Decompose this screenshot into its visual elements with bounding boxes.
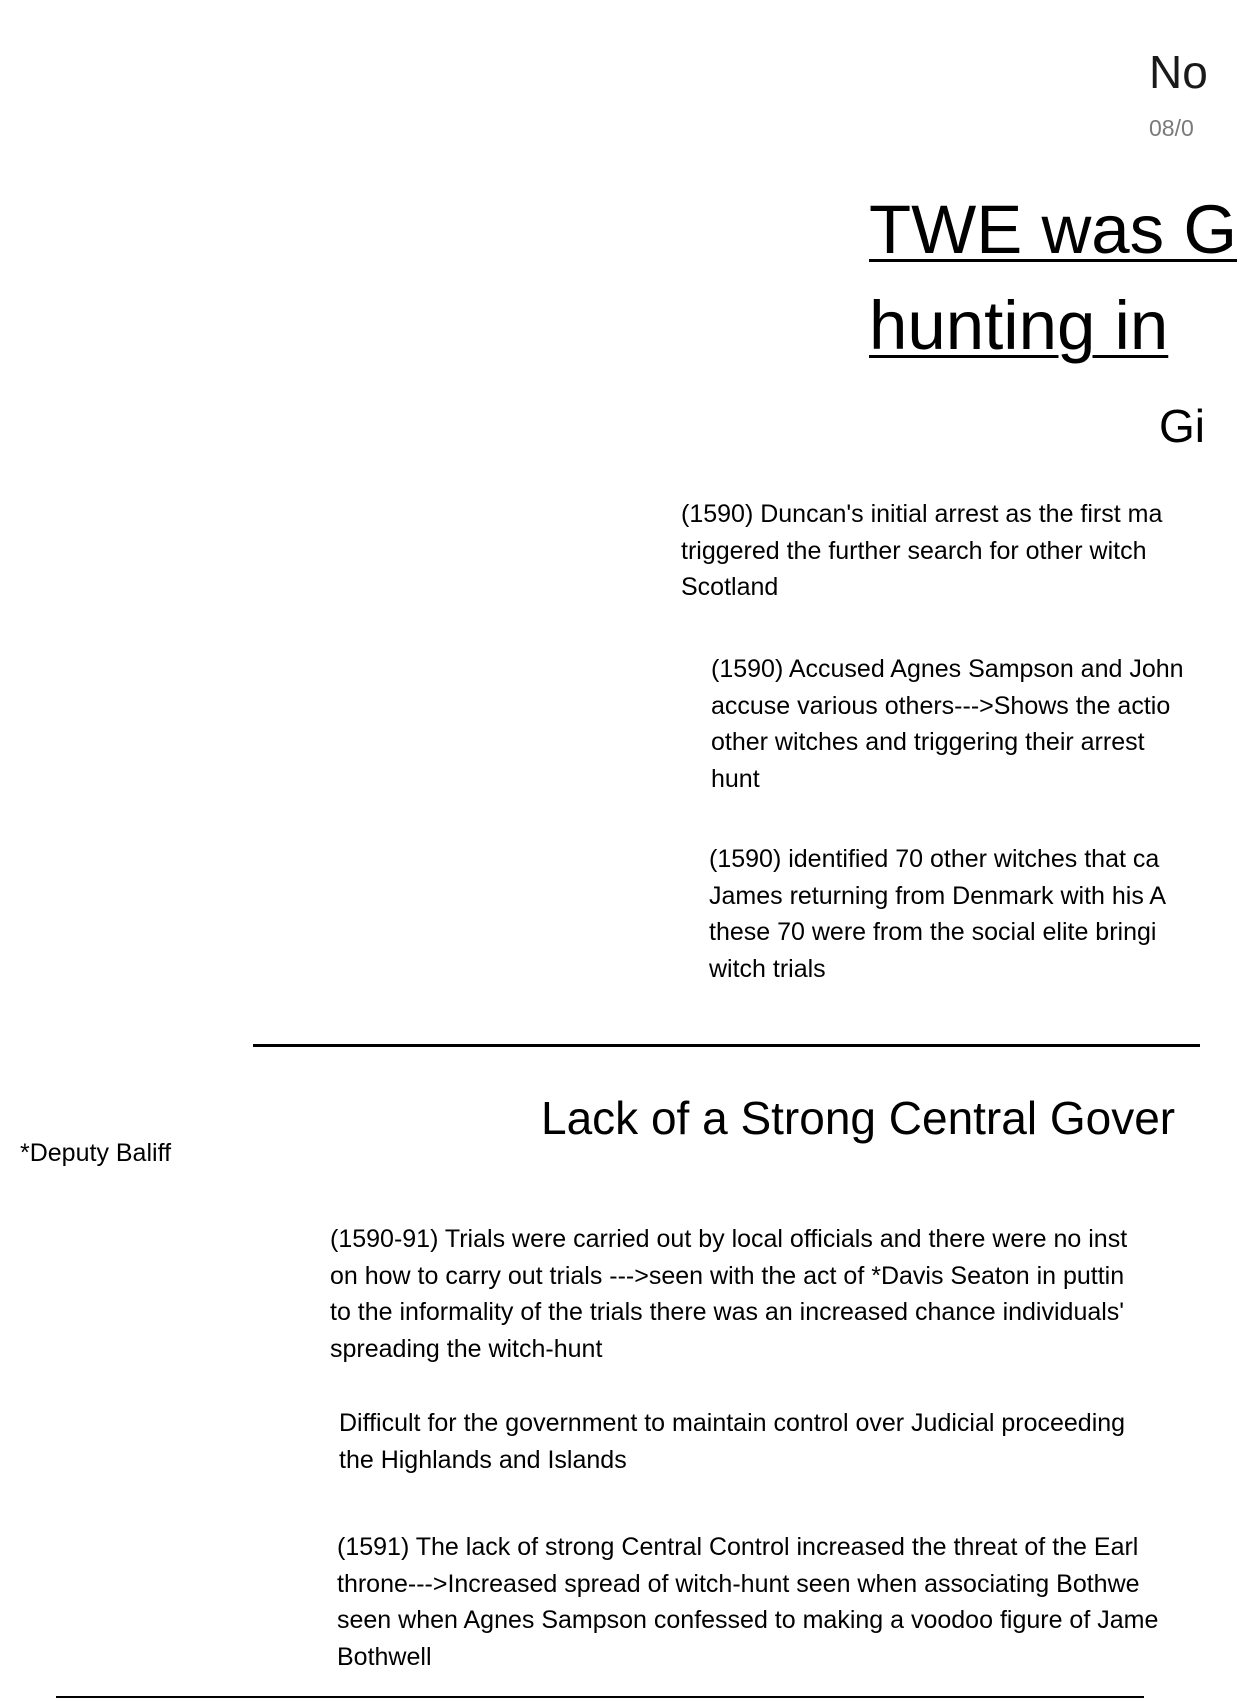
section2-paragraph-3	[337, 1529, 1158, 1675]
side-note: *Deputy Baliff	[20, 1139, 172, 1167]
main-heading-line-2: hunting in	[869, 287, 1169, 364]
section2-paragraph-2	[339, 1405, 1125, 1478]
paragraph-line: James returning from Denmark with his A	[709, 881, 1167, 910]
note-date: 08/0	[1149, 115, 1194, 141]
bottom-divider	[56, 1696, 1144, 1698]
paragraph-line: the Highlands and Islands	[339, 1445, 627, 1474]
paragraph-line: Bothwell	[337, 1642, 432, 1671]
paragraph-line: Scotland	[681, 573, 779, 601]
paragraph-line: (1590) identified 70 other witches that ca	[709, 845, 1160, 873]
section1-paragraph-2	[711, 651, 1184, 797]
subheading: Gi	[1159, 400, 1205, 452]
paragraph-line: (1590-91) Trials were carried out by local officials and there were no inst	[330, 1225, 1128, 1253]
paragraph-line: other witches and triggering their arrest	[711, 728, 1145, 756]
paragraph-line: throne--->Increased spread of witch-hunt seen when associating Bothwe	[337, 1569, 1140, 1598]
paragraph-line: accuse various others--->Shows the actio	[711, 691, 1171, 720]
section1-paragraph-1	[681, 496, 1162, 606]
section-heading: Lack of a Strong Central Gover	[541, 1092, 1176, 1144]
paragraph-line: witch trials	[709, 954, 826, 983]
main-heading	[869, 182, 1237, 374]
paragraph-line: these 70 were from the social elite bringi	[709, 918, 1157, 946]
paragraph-line: spreading the witch-hunt	[330, 1334, 603, 1363]
section-divider	[253, 1044, 1200, 1047]
paragraph-line: hunt	[711, 764, 760, 793]
paragraph-line: triggered the further search for other witch	[681, 536, 1147, 565]
paragraph-line: to the informality of the trials there was an increased chance individuals'	[330, 1298, 1125, 1326]
section1-paragraph-3	[709, 841, 1166, 987]
section2-paragraph-1	[330, 1221, 1127, 1367]
main-heading-line-1: TWE was G	[869, 191, 1237, 268]
paragraph-line: seen when Agnes Sampson confessed to making a voodoo figure of Jame	[337, 1606, 1159, 1634]
paragraph-line: on how to carry out trials --->seen with the act of *Davis Seaton in puttin	[330, 1261, 1125, 1290]
paragraph-line: Difficult for the government to maintain control over Judicial proceeding	[339, 1409, 1126, 1437]
paragraph-line: (1590) Duncan's initial arrest as the first ma	[681, 500, 1163, 528]
paragraph-line: (1590) Accused Agnes Sampson and John	[711, 655, 1184, 683]
note-title: No	[1149, 46, 1208, 98]
paragraph-line: (1591) The lack of strong Central Control increased the threat of the Earl	[337, 1533, 1139, 1561]
